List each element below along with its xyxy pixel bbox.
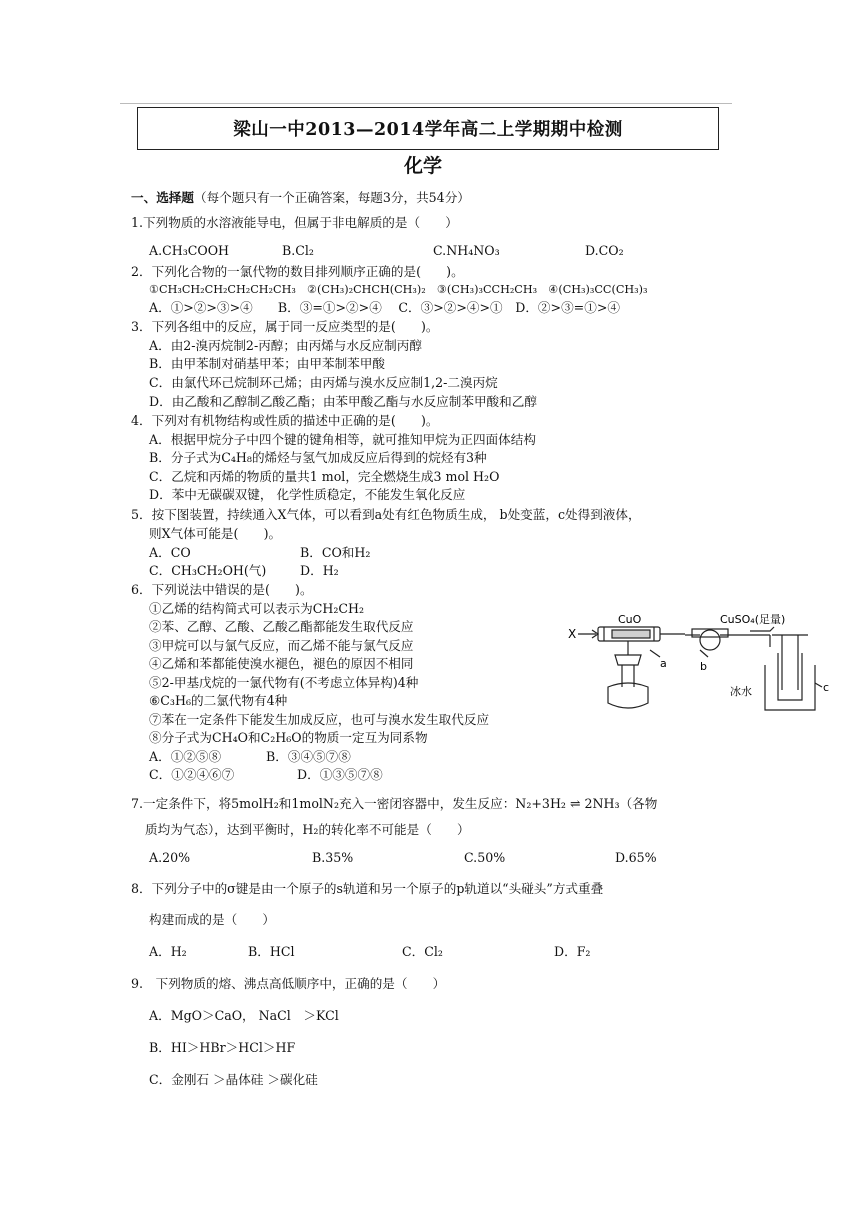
q1-option-d: D.CO₂ bbox=[585, 243, 624, 258]
q1-option-a: A.CH₃COOH bbox=[149, 243, 230, 258]
q6-statement-2: ②苯、乙醇、乙酸、乙酸乙酯都能发生取代反应 bbox=[149, 619, 414, 634]
q2-options: A．①>②>③>④ B．③=①>②>④ C．③>②>④>① D．②>③=①>④ bbox=[149, 300, 620, 315]
q3-option-a: A．由2-溴丙烷制2-丙醇；由丙烯与水反应制丙醇 bbox=[149, 338, 422, 353]
q8-stem-2: 构建而成的是（ ） bbox=[149, 912, 275, 927]
q4-option-b: B．分子式为C₄H₈的烯烃与氢气加成反应后得到的烷烃有3种 bbox=[149, 450, 487, 465]
q6-option-d: D．①③⑤⑦⑧ bbox=[297, 767, 383, 782]
q3-stem: 3．下列各组中的反应，属于同一反应类型的是( )。 bbox=[131, 319, 439, 334]
label-x: X bbox=[568, 627, 577, 641]
label-b: b bbox=[700, 660, 707, 673]
q6-statement-6: ⑥C₃H₆的二氯代物有4种 bbox=[149, 693, 288, 708]
section-note: （每个题只有一个正确答案，每题3分，共54分） bbox=[193, 190, 470, 205]
q5-option-d: D．H₂ bbox=[300, 563, 339, 578]
q5-option-c: C．CH₃CH₂OH(气) bbox=[149, 563, 267, 578]
q5-option-a: A．CO bbox=[149, 545, 191, 560]
label-cuso4: CuSO₄(足量) bbox=[720, 613, 786, 626]
q1-stem: 1.下列物质的水溶液能导电，但属于非电解质的是（ ） bbox=[131, 215, 458, 230]
q7-option-a: A.20% bbox=[149, 850, 191, 865]
q5-option-b: B．CO和H₂ bbox=[300, 545, 371, 560]
q8-option-b: B．HCl bbox=[248, 944, 295, 959]
q9-option-a: A．MgO＞CaO， NaCl ＞KCl bbox=[149, 1008, 339, 1023]
q6-option-a: A．①②⑤⑧ bbox=[149, 749, 222, 764]
label-ice-water: 冰水 bbox=[730, 685, 752, 698]
label-cuo: CuO bbox=[618, 613, 642, 626]
bulb-b bbox=[700, 630, 720, 650]
lamp bbox=[608, 683, 648, 708]
q6-statement-8: ⑧分子式为CH₄O和C₂H₆O的物质一定互为同系物 bbox=[149, 730, 428, 745]
q6-statement-7: ⑦苯在一定条件下能发生加成反应，也可与溴水发生取代反应 bbox=[149, 712, 490, 727]
q1-option-c: C.NH₄NO₃ bbox=[433, 243, 500, 258]
top-rule bbox=[120, 103, 732, 104]
q6-statement-3: ③甲烷可以与氯气反应，而乙烯不能与氯气反应 bbox=[149, 638, 414, 653]
q8-option-d: D．F₂ bbox=[554, 944, 591, 959]
q6-statement-5: ⑤2-甲基戊烷的一氯代物有(不考虑立体异构)4种 bbox=[149, 675, 419, 690]
q4-stem: 4．下列对有机物结构或性质的描述中正确的是( )。 bbox=[131, 413, 439, 428]
subject-title: 化学 bbox=[404, 155, 443, 177]
q4-option-d: D．苯中无碳碳双键， 化学性质稳定，不能发生氧化反应 bbox=[149, 487, 466, 502]
q2-compounds: ①CH₃CH₂CH₂CH₂CH₂CH₃ ②(CH₃)₂CHCH(CH₃)₂ ③(CH₃)₃CCH₂CH₃ ④(CH₃)₃CC(CH₃)₃ bbox=[149, 283, 648, 296]
q7-option-d: D.65% bbox=[615, 850, 657, 865]
q5-stem-1: 5．按下图装置，持续通入X气体，可以看到a处有红色物质生成， b处变蓝，c处得到液体， bbox=[131, 507, 641, 522]
q1-option-b: B.Cl₂ bbox=[282, 243, 314, 258]
q8-option-c: C．Cl₂ bbox=[402, 944, 443, 959]
q9-stem: 9. 下列物质的熔、沸点高低顺序中，正确的是（ ） bbox=[131, 976, 446, 991]
cuo-powder bbox=[612, 630, 650, 638]
q7-stem-2: 质均为气态），达到平衡时，H₂的转化率不可能是（ ） bbox=[145, 822, 470, 837]
q9-option-c: C．金刚石 ＞晶体硅 ＞碳化硅 bbox=[149, 1072, 318, 1087]
q6-statement-4: ④乙烯和苯都能使溴水褪色，褪色的原因不相同 bbox=[149, 656, 414, 671]
q7-option-c: C.50% bbox=[464, 850, 506, 865]
title-box bbox=[137, 107, 719, 150]
q2-stem: 2．下列化合物的一氯代物的数目排列顺序正确的是( )。 bbox=[131, 264, 464, 279]
q4-option-a: A．根据甲烷分子中四个键的键角相等，就可推知甲烷为正四面体结构 bbox=[149, 432, 536, 447]
section-heading bbox=[131, 190, 470, 206]
q6-stem: 6．下列说法中错误的是( )。 bbox=[131, 582, 313, 597]
page-title: 梁山一中2013—2014学年高二上学期期中检测 bbox=[233, 120, 623, 140]
q6-option-b: B．③④⑤⑦⑧ bbox=[266, 749, 351, 764]
q3-option-d: D．由乙酸和乙醇制乙酸乙酯；由苯甲酸乙酯与水反应制苯甲酸和乙醇 bbox=[149, 394, 537, 409]
q7-option-b: B.35% bbox=[312, 850, 354, 865]
q6-option-c: C．①②④⑥⑦ bbox=[149, 767, 235, 782]
label-a: a bbox=[660, 657, 667, 670]
q4-option-c: C．乙烷和丙烯的物质的量共1 mol，完全燃烧生成3 mol H₂O bbox=[149, 469, 500, 484]
label-c: c bbox=[823, 681, 830, 694]
section-title: 一、选择题 bbox=[131, 190, 194, 205]
q8-option-a: A．H₂ bbox=[149, 944, 187, 959]
ice-bath bbox=[765, 665, 815, 710]
q3-option-b: B．由甲苯制对硝基甲苯；由甲苯制苯甲酸 bbox=[149, 356, 385, 371]
q5-stem-2: 则X气体可能是( )。 bbox=[149, 526, 282, 541]
q9-option-b: B．HI＞HBr＞HCl＞HF bbox=[149, 1040, 296, 1055]
q6-statement-1: ①乙烯的结构简式可以表示为CH₂CH₂ bbox=[149, 601, 365, 616]
apparatus-diagram bbox=[560, 605, 840, 725]
q7-stem-1: 7.一定条件下，将5molH₂和1molN₂充入一密闭容器中，发生反应：N₂+3H₂ ⇌ 2NH₃（各物 bbox=[131, 796, 658, 811]
q8-stem-1: 8．下列分子中的σ键是由一个原子的s轨道和另一个原子的p轨道以“头碰头”方式重叠 bbox=[131, 881, 604, 896]
q3-option-c: C．由氯代环己烷制环己烯；由丙烯与溴水反应制1,2-二溴丙烷 bbox=[149, 375, 498, 390]
